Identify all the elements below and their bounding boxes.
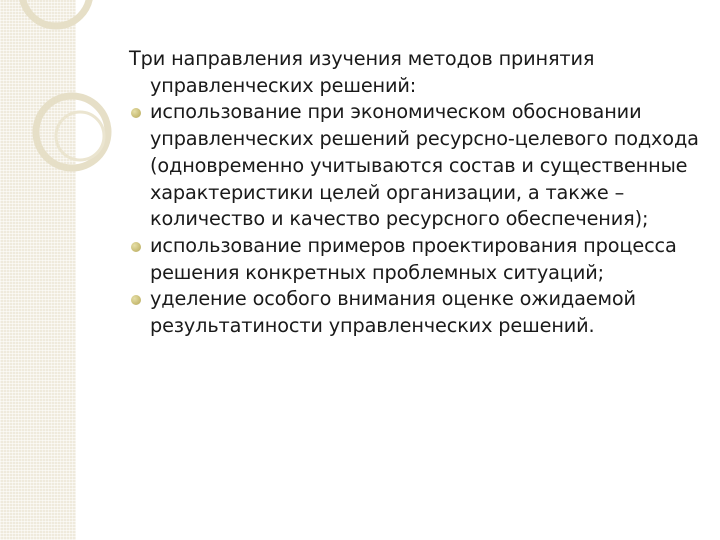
bullet-icon <box>131 295 141 305</box>
list-item <box>129 286 699 339</box>
list-item-text: использование при экономическом обосновании управленческих решений ресурсно-целевого подхода (одновременно учитываются состав и существенные характеристики целей организации, а также – количество и качество ресурсного обеспечения); <box>150 100 699 231</box>
list-item <box>129 99 699 233</box>
bullet-icon <box>131 242 141 252</box>
list-item <box>129 233 699 286</box>
list-item-text: использование примеров проектирования процесса решения конкретных проблемных ситуаций; <box>150 233 677 284</box>
bullet-icon <box>131 108 141 118</box>
slide-content <box>129 46 699 340</box>
decorative-circles <box>0 0 120 200</box>
slide-heading: Три направления изучения методов принятия управленческих решений: <box>129 47 595 97</box>
list-item-text: уделение особого внимания оценке ожидаемой результатиности управленческих решений. <box>150 287 636 338</box>
